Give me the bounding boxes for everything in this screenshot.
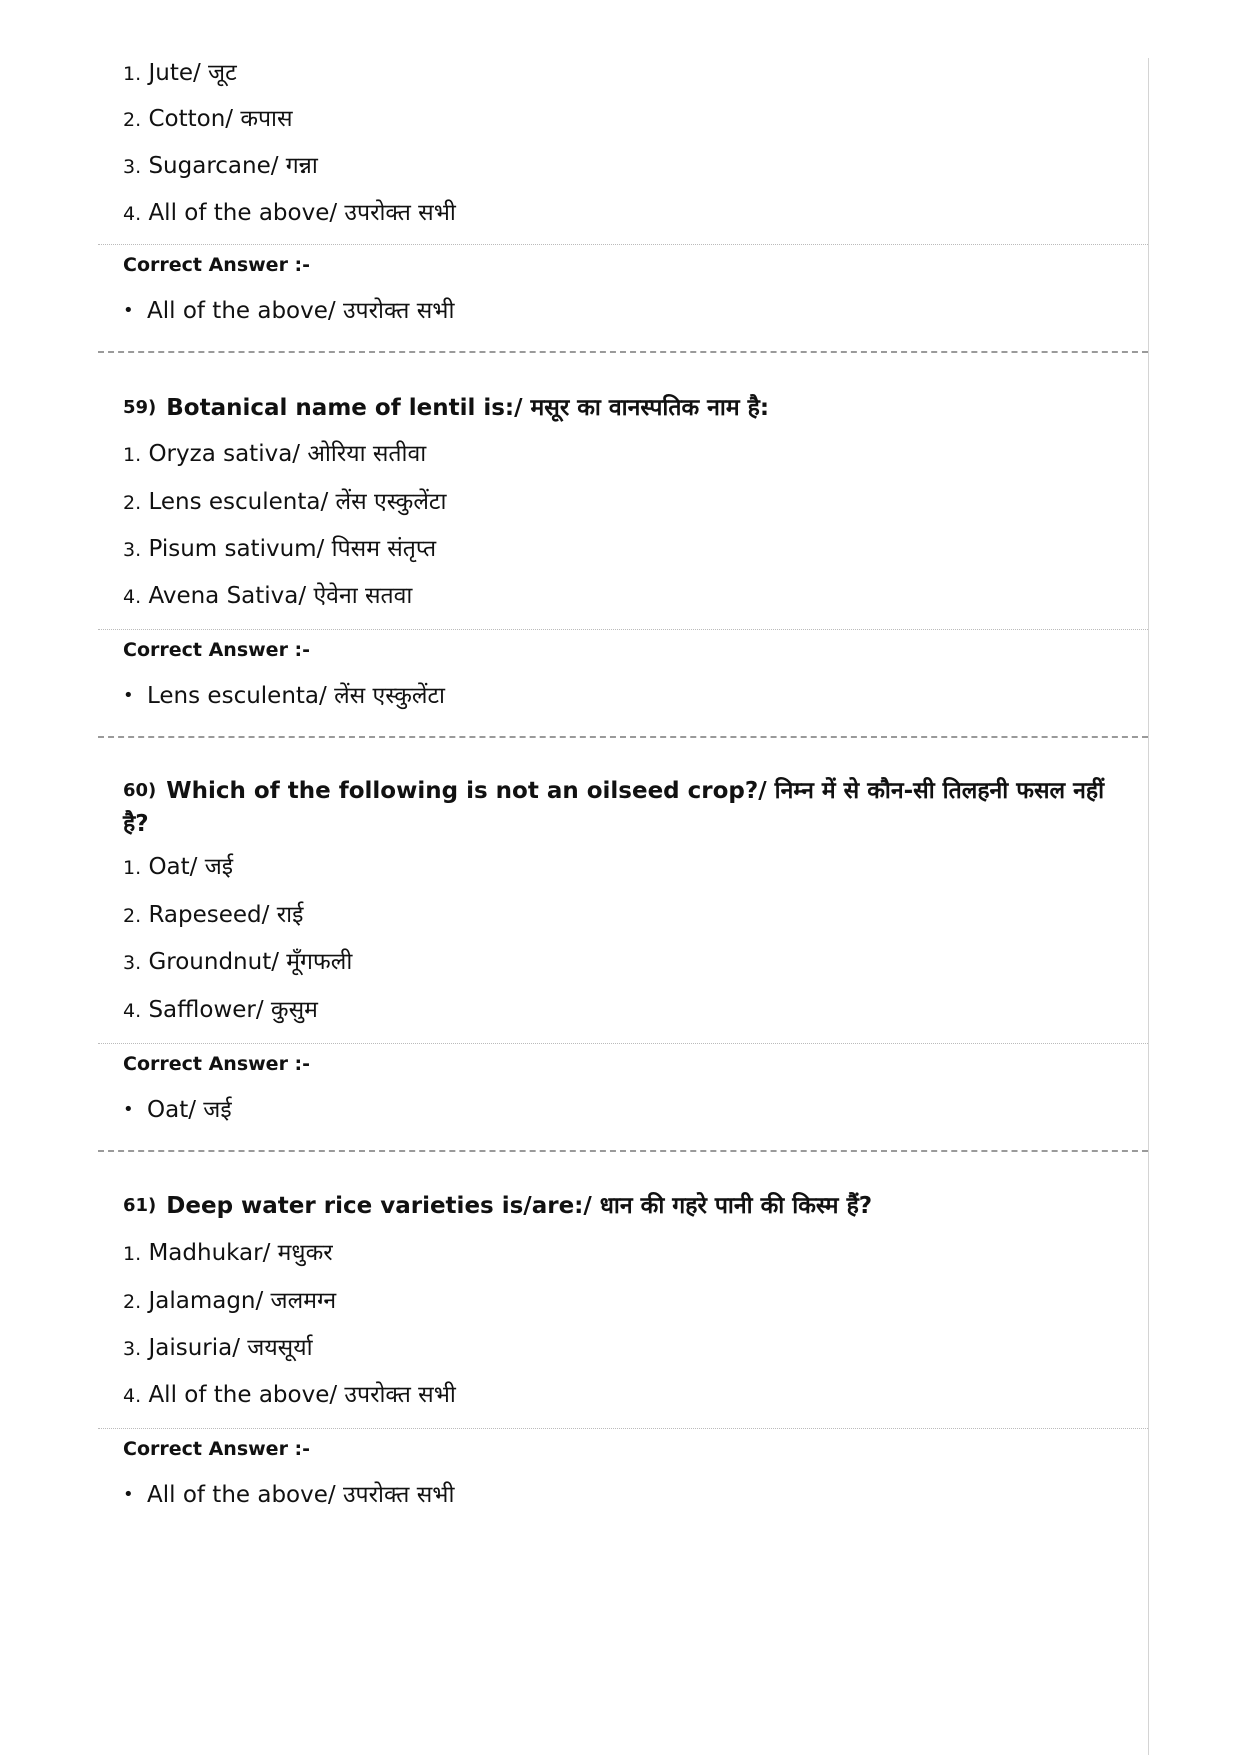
correct-answer-text: Lens esculenta/ लेंस एस्कुलेंटा <box>147 683 446 709</box>
answer-divider <box>98 1428 1148 1429</box>
option-3 <box>123 1333 313 1364</box>
correct-answer-label: Correct Answer :- <box>123 254 311 276</box>
question-number: 61) <box>123 1195 157 1216</box>
option-text: All of the above/ उपरोक्त सभी <box>148 1382 456 1408</box>
option-4 <box>123 995 318 1026</box>
option-number: 4. <box>123 586 142 608</box>
question-title <box>123 1189 1133 1223</box>
question-divider <box>98 736 1148 738</box>
option-4 <box>123 198 456 229</box>
option-1 <box>123 852 233 883</box>
answer-divider <box>98 629 1148 630</box>
option-text: Lens esculenta/ लेंस एस्कुलेंटा <box>148 489 447 515</box>
question-title <box>123 774 1133 841</box>
option-number: 2. <box>123 109 142 131</box>
question-divider <box>98 351 1148 353</box>
option-text: Oryza sativa/ ओरिया सतीवा <box>148 441 427 467</box>
option-number: 1. <box>123 444 142 466</box>
option-text: Rapeseed/ राई <box>148 902 304 928</box>
option-text: Sugarcane/ गन्ना <box>148 153 318 179</box>
correct-answer-label: Correct Answer :- <box>123 1438 311 1460</box>
correct-answer-text: Oat/ जई <box>147 1097 232 1123</box>
question-text: Deep water rice varieties is/are:/ धान की गहरे पानी की किस्म हैं? <box>166 1193 873 1219</box>
bullet-icon: • <box>123 1099 134 1120</box>
option-number: 3. <box>123 1338 142 1360</box>
option-number: 3. <box>123 156 142 178</box>
option-number: 3. <box>123 539 142 561</box>
option-3 <box>123 947 352 978</box>
option-text: Cotton/ कपास <box>148 106 293 132</box>
option-text: Jaisuria/ जयसूर्या <box>148 1335 313 1361</box>
correct-answer <box>123 681 445 711</box>
correct-answer-text: All of the above/ उपरोक्त सभी <box>147 1482 455 1508</box>
option-3 <box>123 534 436 565</box>
option-1 <box>123 58 237 89</box>
option-2 <box>123 900 303 931</box>
question-paper-page <box>98 58 1149 1755</box>
correct-answer-text: All of the above/ उपरोक्त सभी <box>147 298 455 324</box>
question-number: 59) <box>123 397 157 418</box>
option-number: 4. <box>123 1000 142 1022</box>
option-text: Pisum sativum/ पिसम संतृप्त <box>148 536 437 562</box>
option-text: Jute/ जूट <box>148 60 237 86</box>
option-text: Madhukar/ मधुकर <box>148 1240 333 1266</box>
option-text: Groundnut/ मूँगफली <box>148 949 353 975</box>
option-number: 3. <box>123 952 142 974</box>
correct-answer <box>123 1095 232 1125</box>
correct-answer <box>123 1480 454 1510</box>
question-text: Botanical name of lentil is:/ मसूर का वानस्पतिक नाम है: <box>166 395 770 421</box>
answer-divider <box>98 244 1148 245</box>
option-text: Safflower/ कुसुम <box>148 997 318 1023</box>
correct-answer-label: Correct Answer :- <box>123 1053 311 1075</box>
question-number: 60) <box>123 780 157 801</box>
option-number: 4. <box>123 203 142 225</box>
option-number: 1. <box>123 857 142 879</box>
option-number: 2. <box>123 905 142 927</box>
option-2 <box>123 1286 336 1317</box>
option-3 <box>123 151 318 182</box>
question-text: Which of the following is not an oilseed crop?/ निम्न में से कौन-सी तिलहनी फसल नहीं है? <box>123 778 1105 837</box>
option-number: 4. <box>123 1385 142 1407</box>
bullet-icon: • <box>123 1484 134 1505</box>
option-1 <box>123 1238 333 1269</box>
bullet-icon: • <box>123 300 134 321</box>
option-2 <box>123 104 293 135</box>
question-title <box>123 391 1133 425</box>
option-4 <box>123 581 412 612</box>
correct-answer <box>123 296 454 326</box>
option-text: Jalamagn/ जलमग्न <box>148 1288 337 1314</box>
option-number: 1. <box>123 63 142 85</box>
option-text: All of the above/ उपरोक्त सभी <box>148 200 456 226</box>
option-number: 2. <box>123 492 142 514</box>
bullet-icon: • <box>123 685 134 706</box>
correct-answer-label: Correct Answer :- <box>123 639 311 661</box>
option-4 <box>123 1380 456 1411</box>
option-text: Oat/ जई <box>148 854 234 880</box>
answer-divider <box>98 1043 1148 1044</box>
option-2 <box>123 487 446 518</box>
question-divider <box>98 1150 1148 1152</box>
option-number: 1. <box>123 1243 142 1265</box>
option-number: 2. <box>123 1291 142 1313</box>
option-1 <box>123 439 426 470</box>
option-text: Avena Sativa/ ऐवेना सतवा <box>148 583 413 609</box>
